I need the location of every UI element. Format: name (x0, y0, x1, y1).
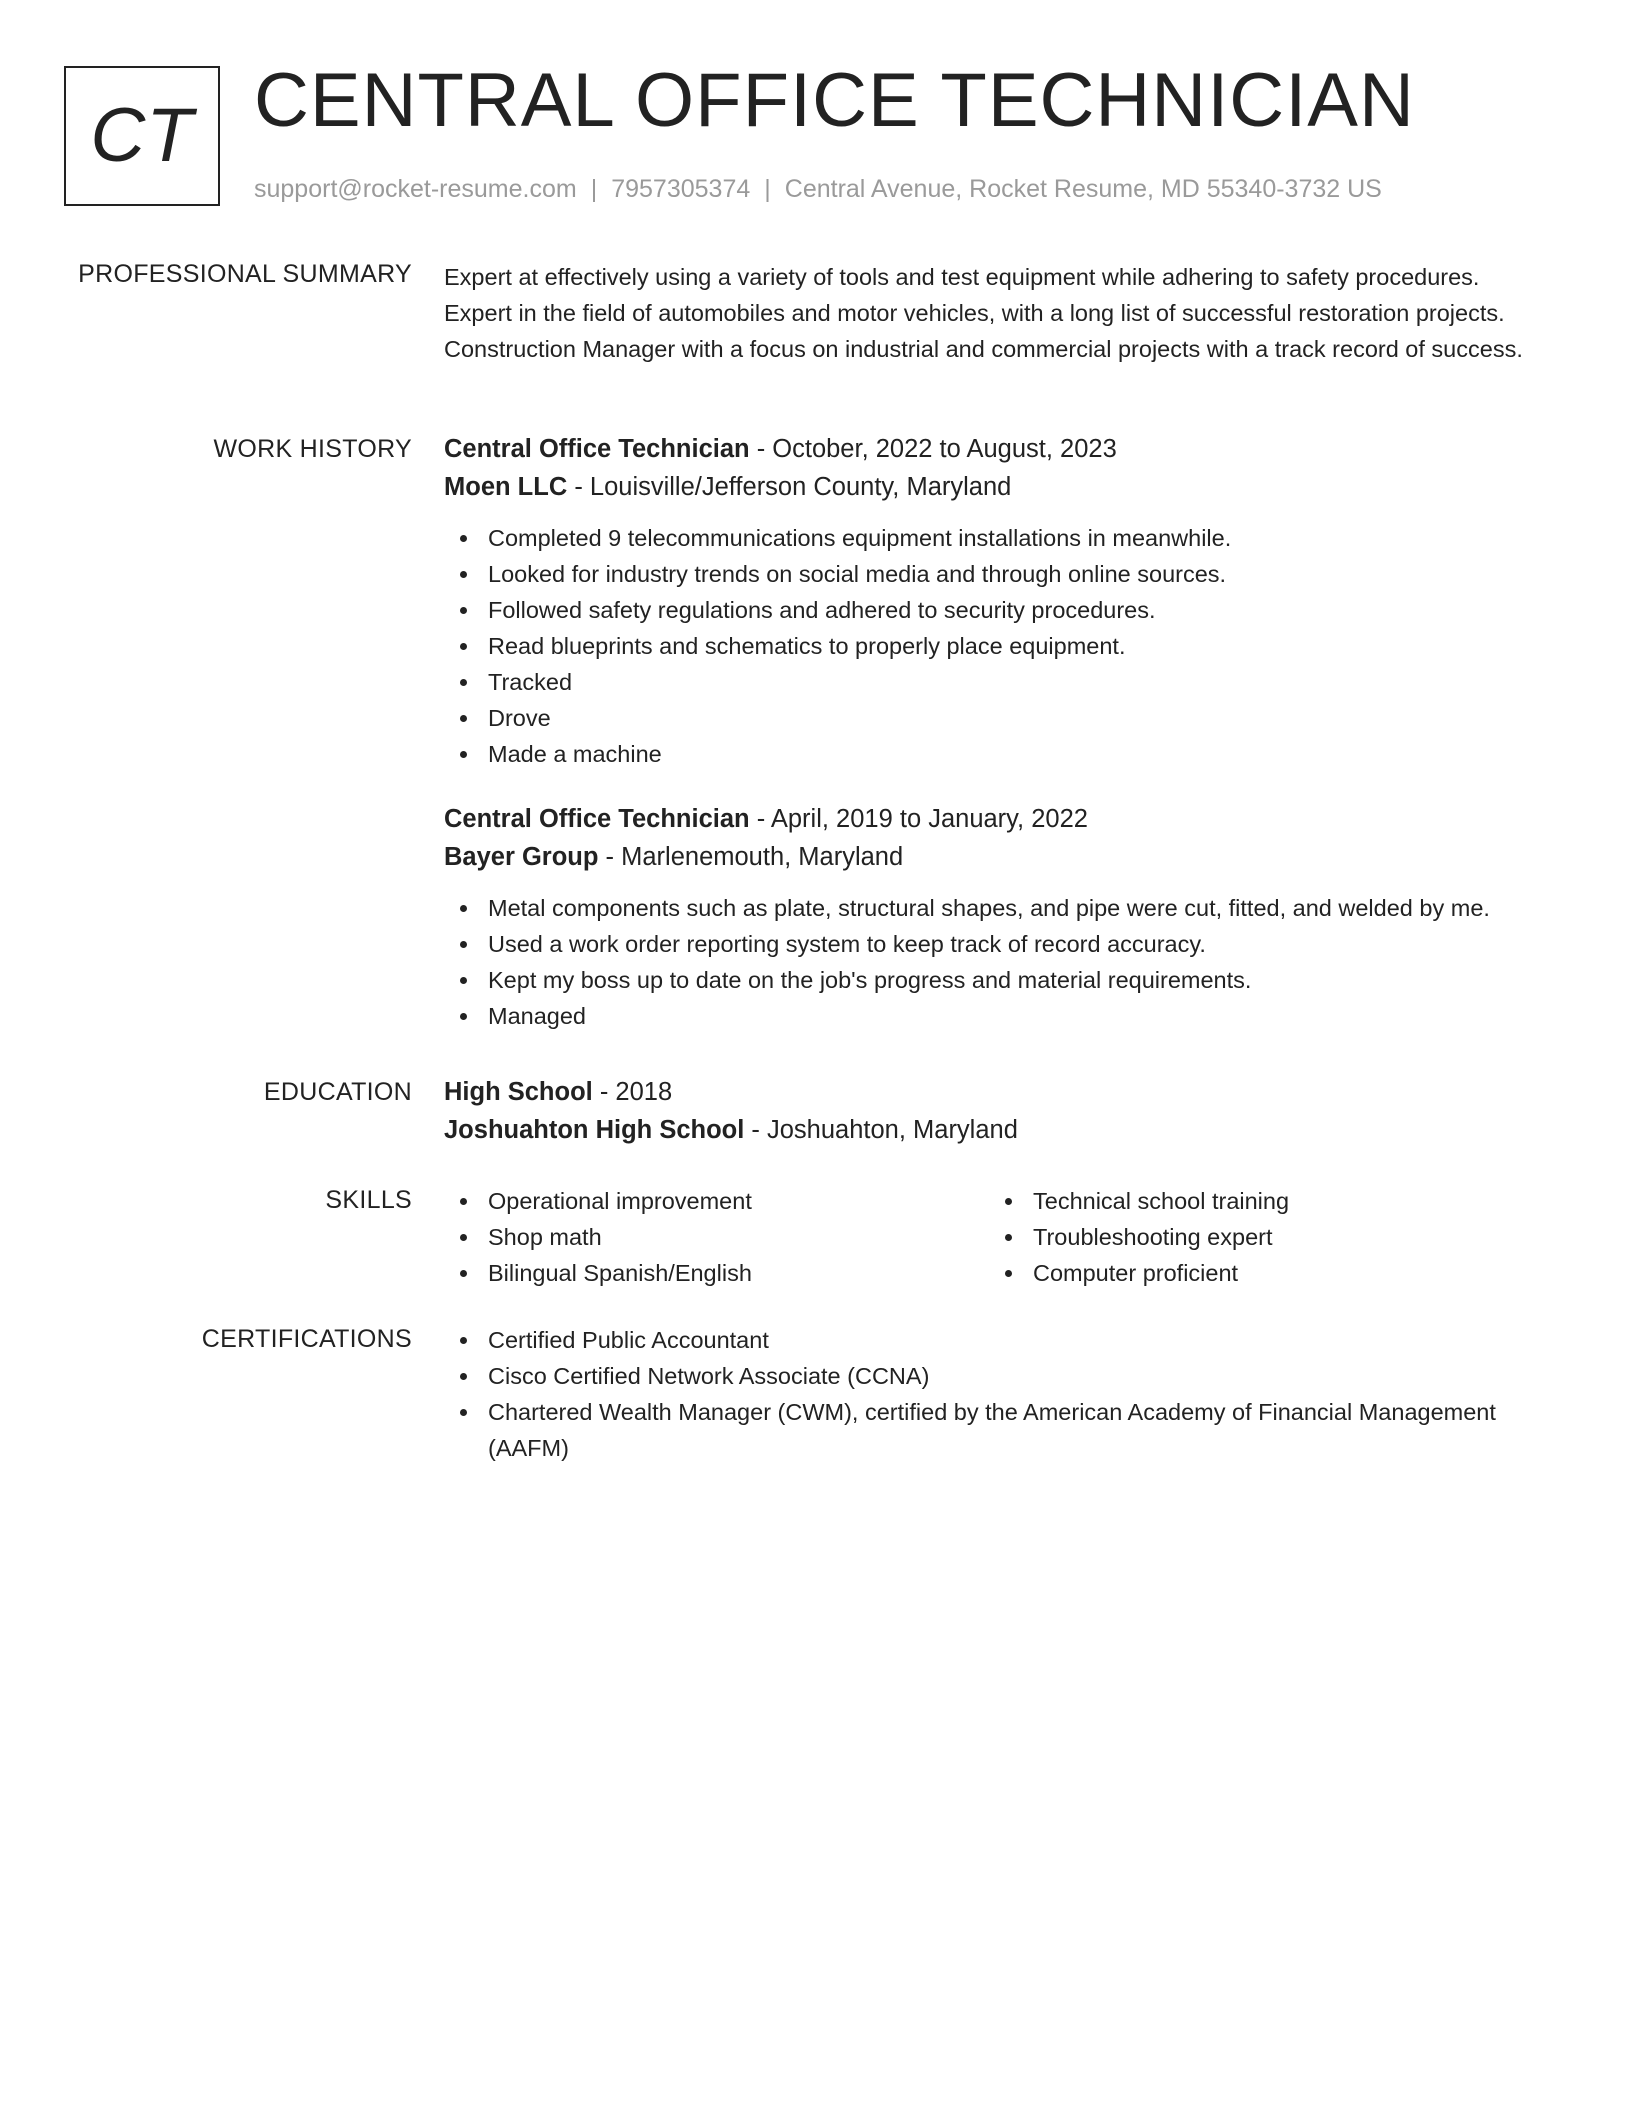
skill-item: Shop math (444, 1219, 989, 1255)
list-item: Tracked (444, 664, 1544, 700)
job-title-line (444, 430, 1544, 468)
contact-separator: | (764, 175, 771, 203)
job-company-line (444, 468, 1544, 506)
job-title: Central Office Technician (444, 805, 750, 833)
education-location: - Joshuahton, Maryland (744, 1116, 1018, 1144)
resume-title: CENTRAL OFFICE TECHNICIAN (254, 58, 1415, 143)
list-item: Completed 9 telecommunications equipment installations in meanwhile. (444, 520, 1544, 556)
job-title-line (444, 800, 1544, 838)
skills-column-left (444, 1183, 989, 1291)
skill-item: Troubleshooting expert (989, 1219, 1534, 1255)
job-entry (444, 430, 1544, 772)
contact-phone[interactable]: 7957305374 (611, 175, 751, 203)
job-company: Bayer Group (444, 843, 599, 871)
list-item: Managed (444, 998, 1544, 1034)
skills-column-right (989, 1183, 1534, 1291)
list-item: Looked for industry trends on social media and through online sources. (444, 556, 1544, 592)
skill-item: Technical school training (989, 1183, 1534, 1219)
certifications-list (444, 1322, 1544, 1466)
list-item: Drove (444, 700, 1544, 736)
list-item: Kept my boss up to date on the job's progress and material requirements. (444, 962, 1544, 998)
list-item: Used a work order reporting system to keep track of record accuracy. (444, 926, 1544, 962)
contact-line (254, 173, 1382, 205)
list-item: Read blueprints and schematics to properly place equipment. (444, 628, 1544, 664)
certification-item: Cisco Certified Network Associate (CCNA) (444, 1358, 1544, 1394)
job-dates: - April, 2019 to January, 2022 (749, 805, 1088, 833)
summary-text: Expert at effectively using a variety of tools and test equipment while adhering to safety procedures. Expert in the field of automobiles and motor vehicles, with a long list of successful restoration projects. Construction Manager with a focus on industrial and commercial projects with a track record of success. (444, 264, 1523, 362)
education-school: Joshuahton High School (444, 1116, 745, 1144)
monogram-initials: CT (90, 93, 194, 178)
list-item: Made a machine (444, 736, 1544, 772)
skill-item: Operational improvement (444, 1183, 989, 1219)
job-location: - Marlenemouth, Maryland (598, 843, 904, 871)
monogram-box (64, 66, 220, 206)
job-location: - Louisville/Jefferson County, Maryland (567, 473, 1012, 501)
contact-separator: | (590, 175, 598, 203)
list-item: Metal components such as plate, structural shapes, and pipe were cut, fitted, and welded by me. (444, 890, 1544, 926)
skill-item: Computer proficient (989, 1255, 1534, 1291)
section-label-skills: SKILLS (325, 1186, 412, 1214)
education-year: - 2018 (592, 1078, 673, 1106)
section-label-summary: PROFESSIONAL SUMMARY (78, 260, 412, 288)
contact-email[interactable]: support@rocket-resume.com (254, 175, 577, 203)
education-degree: High School (444, 1078, 593, 1106)
certification-item: Chartered Wealth Manager (CWM), certified by the American Academy of Financial Management (AAFM) (444, 1394, 1544, 1466)
list-item: Followed safety regulations and adhered to security procedures. (444, 592, 1544, 628)
job-bullets (444, 520, 1544, 772)
section-label-education: EDUCATION (263, 1078, 412, 1106)
certification-item: Certified Public Accountant (444, 1322, 1544, 1358)
skills-grid (444, 1183, 1544, 1291)
education-degree-line (444, 1073, 1544, 1111)
contact-address: Central Avenue, Rocket Resume, MD 55340-3732 US (784, 175, 1382, 203)
job-company: Moen LLC (444, 473, 568, 501)
skill-item: Bilingual Spanish/English (444, 1255, 989, 1291)
job-title: Central Office Technician (444, 435, 750, 463)
job-entry (444, 800, 1544, 1034)
job-dates: - October, 2022 to August, 2023 (749, 435, 1117, 463)
job-bullets (444, 890, 1544, 1034)
section-label-work-history: WORK HISTORY (213, 435, 412, 463)
job-company-line (444, 838, 1544, 876)
education-school-line (444, 1111, 1544, 1149)
section-label-certifications: CERTIFICATIONS (201, 1325, 412, 1353)
